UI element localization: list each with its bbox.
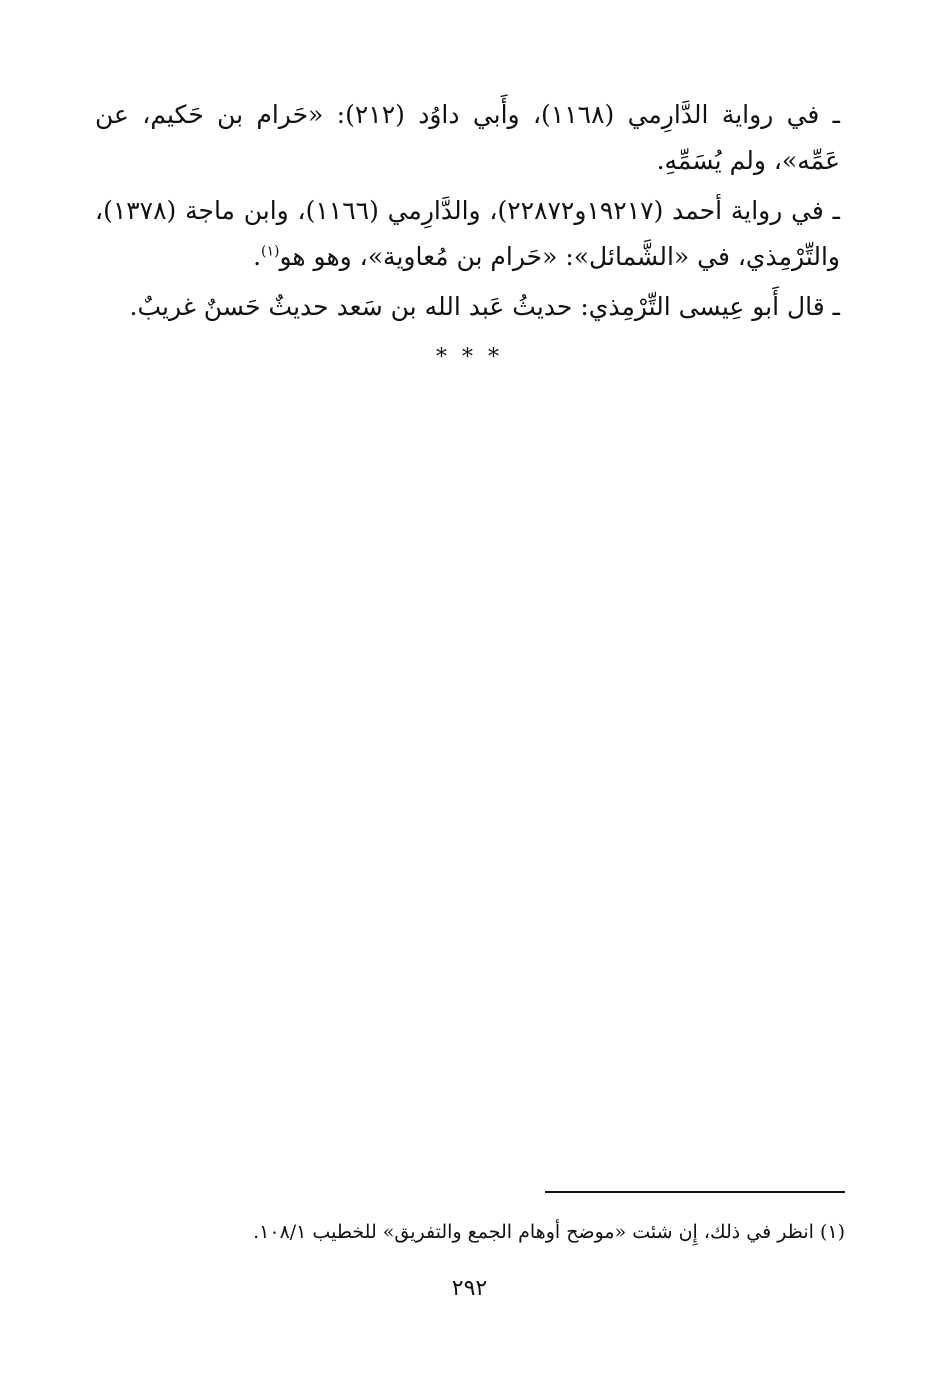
paragraph-text: ـ في رواية أحمد (١٩٢١٧و٢٢٨٧٢)، والدَّارِمي (١١٦٦)، وابن ماجة (١٣٧٨)، والتِّرْمِذي، في «الشَّمائل»: «حَرام بن مُعاوية»، وهو هو [95, 196, 840, 271]
footnote-divider [545, 1191, 845, 1193]
section-separator: * * * [436, 345, 503, 370]
main-text [95, 92, 840, 334]
footnote-reference[interactable]: (١) [261, 243, 280, 260]
page-number: ٢٩٢ [451, 1276, 488, 1301]
paragraph-ahmad-ibn-majah: ـ في رواية أحمد (١٩٢١٧و٢٢٨٧٢)، والدَّارِمي (١١٦٦)، وابن ماجة (١٣٧٨)، والتِّرْمِذي، في «الشَّمائل»: «حَرام بن مُعاوية»، وهو هو$^{(١)}$. [95, 196, 840, 271]
paragraph-darimi-abu-dawud: ـ في رواية الدَّارِمي (١١٦٨)، وأَبي داوُد (٢١٢): «حَرام بن حَكيم، عن عَمِّه»، ولم يُسَمِّهِ. [95, 100, 841, 175]
paragraph-tirmidhi-ruling: ـ قال أَبو عِيسى التِّرْمِذي: حديثُ عَبد الله بن سَعد حديثٌ حَسنٌ غريبٌ. [129, 292, 840, 321]
footnote: (١) انظر في ذلك، إِن شئت «موضح أوهام الجمع والتفريق» للخطيب ١٠٨/١. [253, 1221, 845, 1243]
